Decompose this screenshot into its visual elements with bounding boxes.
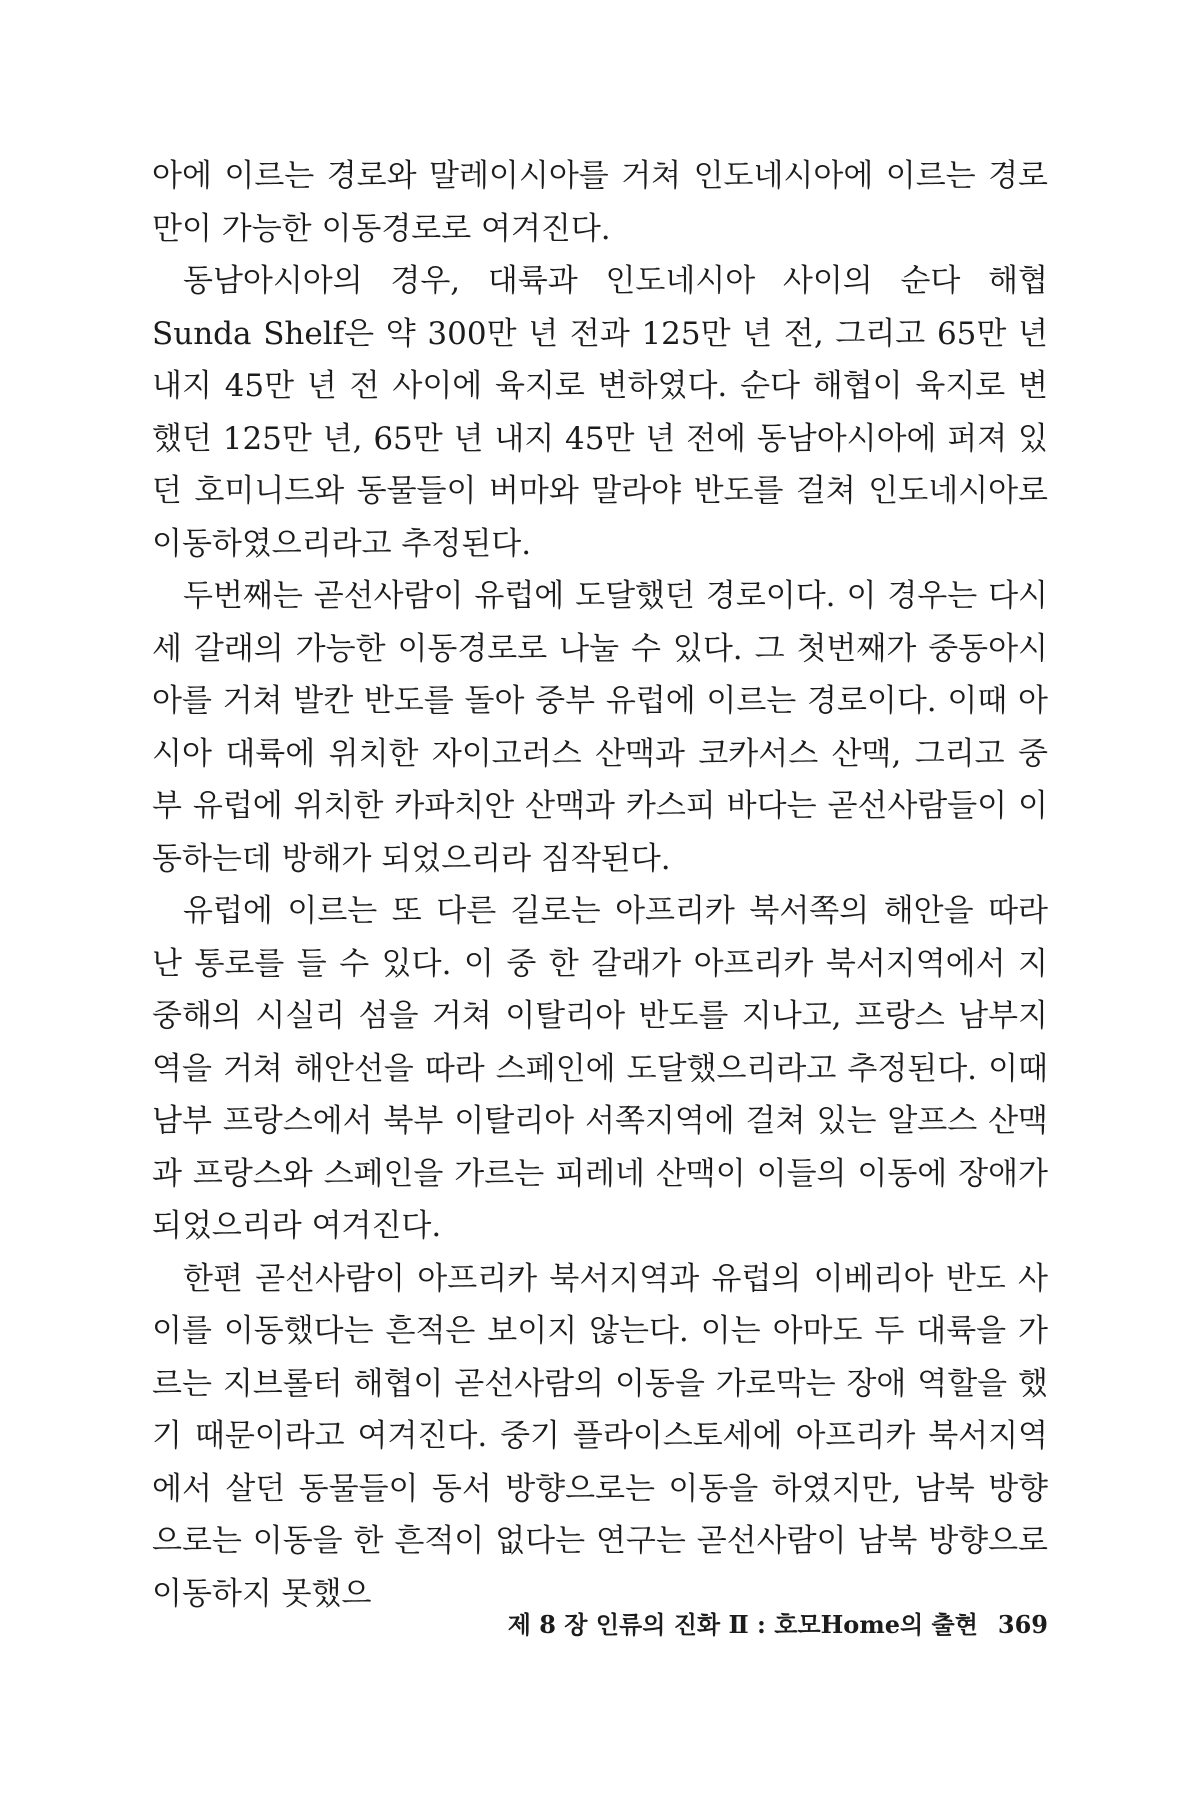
paragraph-southeast-asia: 동남아시아의 경우, 대륙과 인도네시아 사이의 순다 해협 Sunda Shelf은 약 300만 년 전과 125만 년 전, 그리고 65만 년 내지 45만 년 전 사이에 육지로 변하였다. 순다 해협이 육지로 변했던 125만 년, 65만 년 내지 45만 년 전에 동남아시아에 퍼져 있던 호미니드와 동물들이 버마와 말라야 반도를 걸쳐 인도네시아로 이동하였으리라고 추정된다.	[152, 263, 1048, 562]
paragraph-gibraltar: 한편 곧선사람이 아프리카 북서지역과 유럽의 이베리아 반도 사이를 이동했다는 흔적은 보이지 않는다. 이는 아마도 두 대륙을 가르는 지브롤터 해협이 곧선사람의 이동을 가로막는 장애 역할을 했기 때문이라고 여겨진다. 중기 플라이스토세에 아프리카 북서지역에서 살던 동물들이 동서 방향으로는 이동을 하였지만, 남북 방향으로는 이동을 한 흔적이 없다는 연구는 곧선사람이 남북 방향으로 이동하지 못했으	[152, 1260, 1048, 1612]
paragraph-north-africa-route: 유럽에 이르는 또 다른 길로는 아프리카 북서쪽의 해안을 따라 난 통로를 들 수 있다. 이 중 한 갈래가 아프리카 북서지역에서 지중해의 시실리 섬을 거쳐 이탈리아 반도를 지나고, 프랑스 남부지역을 거쳐 해안선을 따라 스페인에 도달했으리라고 추정된다. 이때 남부 프랑스에서 북부 이탈리아 서쪽지역에 걸쳐 있는 알프스 산맥과 프랑스와 스페인을 가르는 피레네 산맥이 이들의 이동에 장애가 되었으리라 여겨진다.	[152, 893, 1048, 1244]
paragraph-europe-route: 두번째는 곧선사람이 유럽에 도달했던 경로이다. 이 경우는 다시 세 갈래의 가능한 이동경로로 나눌 수 있다. 그 첫번째가 중동아시아를 거쳐 발칸 반도를 돌아 중부 유럽에 이르는 경로이다. 이때 아시아 대륙에 위치한 자이고러스 산맥과 코카서스 산맥, 그리고 중부 유럽에 위치한 카파치안 산맥과 카스피 바다는 곧선사람들이 이동하는데 방해가 되었으리라 짐작된다.	[152, 578, 1048, 877]
body-text	[152, 150, 1048, 1620]
running-title: 제 8 장 인류의 진화 Ⅱ : 호모Home의 출현	[507, 1610, 978, 1639]
paragraph-continuation: 아에 이르는 경로와 말레이시아를 거쳐 인도네시아에 이르는 경로만이 가능한 이동경로로 여겨진다.	[152, 158, 1048, 247]
page-number: 369	[997, 1610, 1048, 1639]
page-footer	[508, 1605, 1048, 1640]
